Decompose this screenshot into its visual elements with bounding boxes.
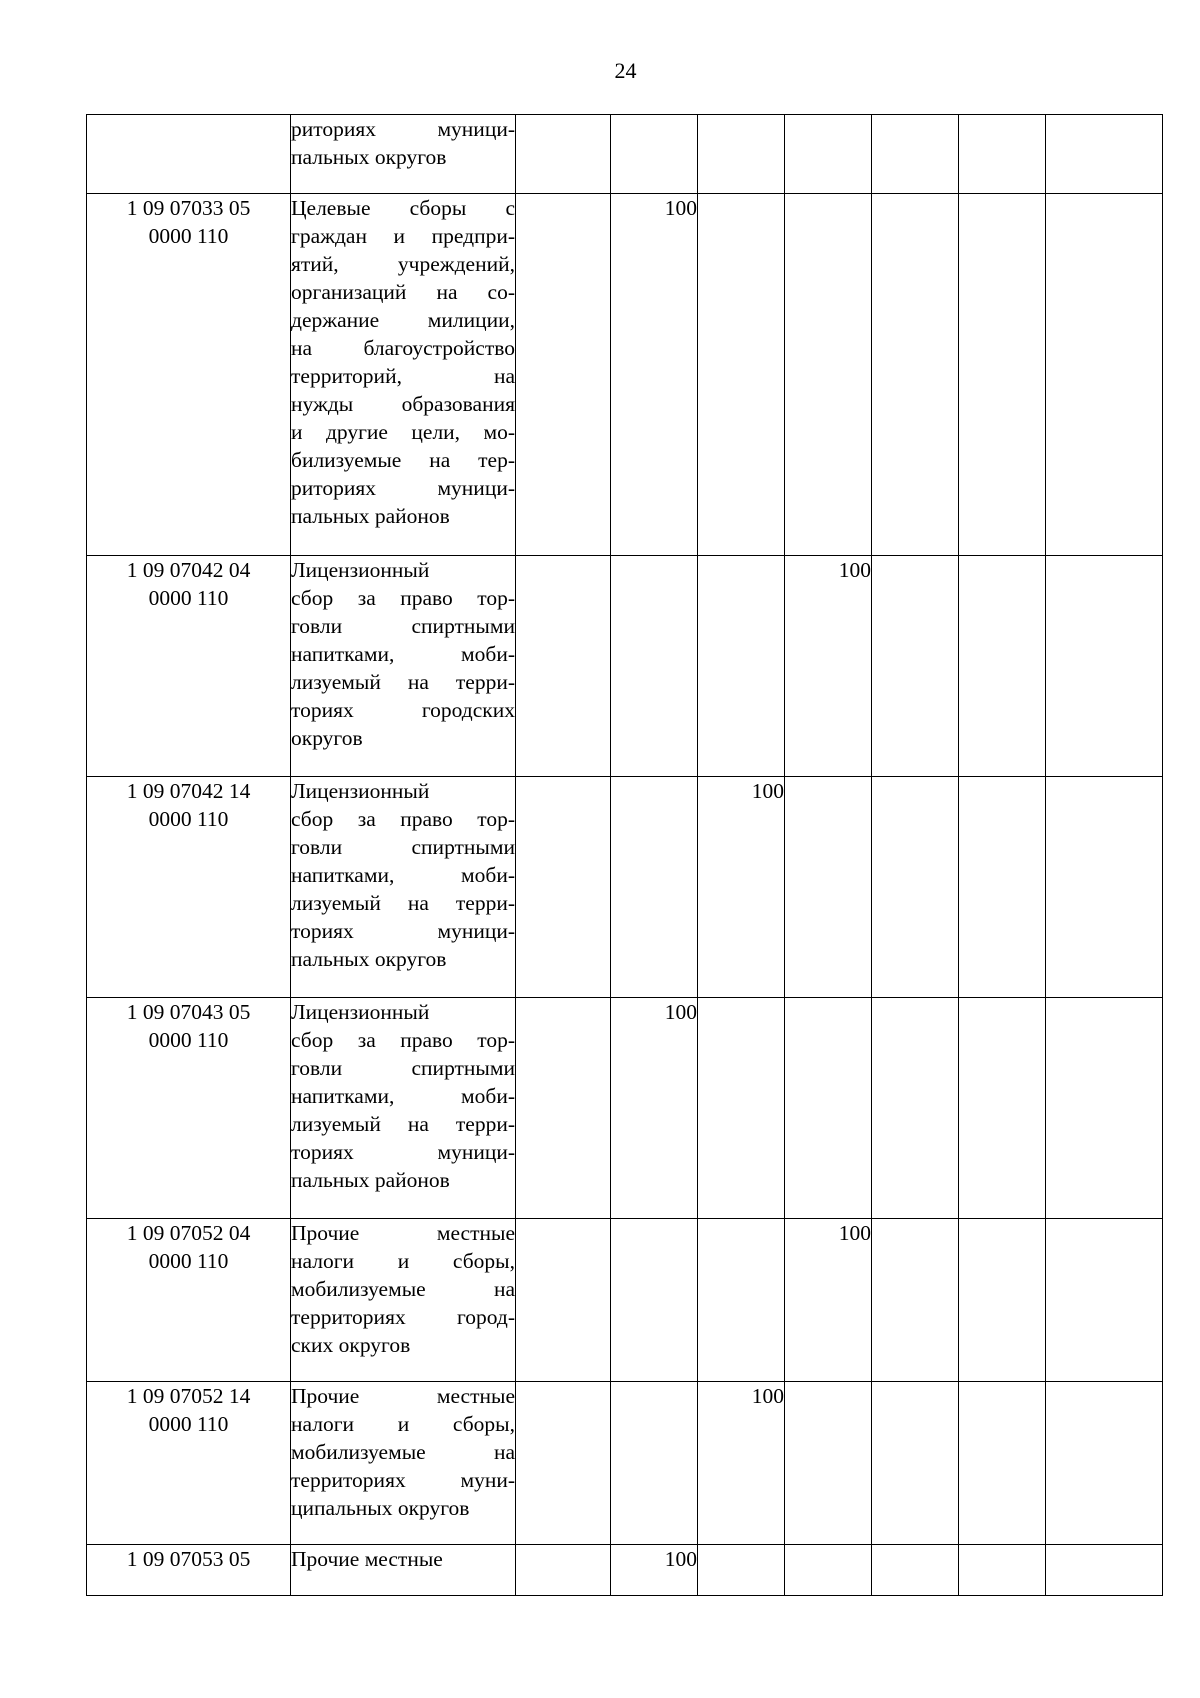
description-line: налоги и сборы,	[291, 1412, 515, 1436]
table-row	[87, 1382, 1163, 1545]
percent-cell	[959, 1545, 1046, 1596]
percent-cell	[959, 777, 1046, 998]
percent-cell	[785, 1382, 872, 1545]
percent-cell	[785, 194, 872, 556]
description-line: налоги и сборы,	[291, 1249, 515, 1273]
percent-cell	[1046, 1382, 1163, 1545]
description-line: Прочие местные	[291, 1221, 515, 1245]
budget-code-line: 0000 110	[148, 1249, 229, 1273]
description-line: лизуемый на терри-	[291, 891, 515, 915]
percent-cell	[872, 194, 959, 556]
percent-cell: 100	[611, 1545, 698, 1596]
percent-cell: 100	[785, 556, 872, 777]
percent-cell	[516, 1382, 611, 1545]
percent-cell	[698, 1545, 785, 1596]
percent-cell	[959, 1382, 1046, 1545]
description-line: территорий, на	[291, 364, 515, 388]
description-line: сбор за право тор-	[291, 807, 515, 831]
percent-cell	[959, 998, 1046, 1219]
description-line: пальных округов	[291, 947, 447, 971]
percent-cell	[611, 115, 698, 194]
budget-code-cell	[87, 556, 291, 777]
table-row	[87, 115, 1163, 194]
percent-cell	[872, 556, 959, 777]
description-line: пальных районов	[291, 504, 450, 528]
description-line: граждан и предпри-	[291, 224, 515, 248]
description-line: нужды образования	[291, 392, 515, 416]
description-line: сбор за право тор-	[291, 586, 515, 610]
description-line: мобилизуемые на	[291, 1440, 515, 1464]
budget-code-line: 1 09 07042 04	[126, 558, 251, 582]
description-line: Прочие местные	[291, 1547, 443, 1571]
description-line: организаций на со-	[291, 280, 515, 304]
description-line: говли спиртными	[291, 614, 515, 638]
budget-code-cell	[87, 1545, 291, 1596]
description-cell	[291, 194, 516, 556]
description-line: напитками, моби-	[291, 1084, 515, 1108]
budget-code-line: 0000 110	[148, 224, 229, 248]
description-line: территориях город-	[291, 1305, 515, 1329]
description-line: Лицензионный	[291, 1000, 430, 1024]
percent-cell	[872, 777, 959, 998]
percent-cell	[785, 998, 872, 1219]
description-line: Лицензионный	[291, 779, 430, 803]
description-line: ских округов	[291, 1333, 411, 1357]
budget-code-cell	[87, 194, 291, 556]
percent-cell	[516, 998, 611, 1219]
description-cell	[291, 556, 516, 777]
percent-cell	[959, 194, 1046, 556]
percent-cell	[611, 1219, 698, 1382]
table-row	[87, 777, 1163, 998]
description-line: лизуемый на терри-	[291, 1112, 515, 1136]
description-line: говли спиртными	[291, 1056, 515, 1080]
description-line: пальных районов	[291, 1168, 450, 1192]
description-cell	[291, 1382, 516, 1545]
percent-cell	[1046, 556, 1163, 777]
budget-code-cell	[87, 115, 291, 194]
budget-code-line: 0000 110	[148, 1028, 229, 1052]
description-line: ториях муници-	[291, 919, 515, 943]
description-cell	[291, 777, 516, 998]
table-row	[87, 1545, 1163, 1596]
table-row	[87, 998, 1163, 1219]
table-row	[87, 556, 1163, 777]
percent-cell	[872, 1219, 959, 1382]
percent-cell	[1046, 1219, 1163, 1382]
budget-code-line: 1 09 07052 14	[126, 1384, 251, 1408]
percent-cell	[698, 998, 785, 1219]
description-line: сбор за право тор-	[291, 1028, 515, 1052]
description-line: Прочие местные	[291, 1384, 515, 1408]
percent-cell	[516, 115, 611, 194]
description-cell	[291, 115, 516, 194]
percent-cell: 100	[698, 1382, 785, 1545]
budget-code-line: 1 09 07042 14	[126, 779, 251, 803]
percent-cell	[872, 115, 959, 194]
percent-cell	[872, 1382, 959, 1545]
percent-cell	[785, 777, 872, 998]
percent-cell	[516, 1219, 611, 1382]
percent-cell: 100	[785, 1219, 872, 1382]
revenue-distribution-table	[86, 114, 1163, 1596]
description-line: ятий, учреждений,	[291, 252, 515, 276]
percent-cell	[611, 1382, 698, 1545]
description-line: пальных округов	[291, 145, 447, 169]
description-line: билизуемые на тер-	[291, 448, 515, 472]
percent-cell	[516, 1545, 611, 1596]
description-line: ципальных округов	[291, 1496, 470, 1520]
description-line: ториях городских	[291, 698, 515, 722]
description-line: риториях муници-	[291, 476, 515, 500]
description-line: напитками, моби-	[291, 642, 515, 666]
description-line: держание милиции,	[291, 308, 515, 332]
percent-cell	[872, 998, 959, 1219]
budget-code-cell	[87, 1219, 291, 1382]
budget-code-line: 0000 110	[148, 807, 229, 831]
description-line: напитками, моби-	[291, 863, 515, 887]
description-line: ториях муници-	[291, 1140, 515, 1164]
percent-cell	[959, 115, 1046, 194]
percent-cell: 100	[698, 777, 785, 998]
table-row	[87, 194, 1163, 556]
percent-cell	[1046, 1545, 1163, 1596]
description-line: и другие цели, мо-	[291, 420, 515, 444]
percent-cell	[516, 777, 611, 998]
percent-cell	[1046, 115, 1163, 194]
page-number: 24	[614, 58, 637, 83]
percent-cell	[698, 194, 785, 556]
percent-cell	[516, 556, 611, 777]
budget-code-line: 1 09 07053 05	[126, 1547, 251, 1571]
percent-cell	[516, 194, 611, 556]
percent-cell	[698, 1219, 785, 1382]
percent-cell: 100	[611, 998, 698, 1219]
budget-code-cell	[87, 777, 291, 998]
budget-code-line: 1 09 07052 04	[126, 1221, 251, 1245]
description-line: риториях муници-	[291, 117, 515, 141]
budget-code-cell	[87, 998, 291, 1219]
description-line: Целевые сборы с	[291, 196, 515, 220]
budget-code-line: 0000 110	[148, 586, 229, 610]
percent-cell	[698, 115, 785, 194]
percent-cell: 100	[611, 194, 698, 556]
description-line: округов	[291, 726, 363, 750]
percent-cell	[611, 777, 698, 998]
description-cell	[291, 1545, 516, 1596]
description-line: говли спиртными	[291, 835, 515, 859]
percent-cell	[1046, 194, 1163, 556]
percent-cell	[1046, 777, 1163, 998]
budget-code-cell	[87, 1382, 291, 1545]
description-line: Лицензионный	[291, 558, 430, 582]
budget-code-line: 1 09 07043 05	[126, 1000, 251, 1024]
description-line: лизуемый на терри-	[291, 670, 515, 694]
budget-code-line: 1 09 07033 05	[126, 196, 251, 220]
description-line: на благоустройство	[291, 336, 515, 360]
percent-cell	[959, 1219, 1046, 1382]
budget-code-line: 0000 110	[148, 1412, 229, 1436]
percent-cell	[785, 1545, 872, 1596]
description-line: мобилизуемые на	[291, 1277, 515, 1301]
percent-cell	[611, 556, 698, 777]
percent-cell	[959, 556, 1046, 777]
percent-cell	[785, 115, 872, 194]
description-cell	[291, 998, 516, 1219]
percent-cell	[698, 556, 785, 777]
description-line: территориях муни-	[291, 1468, 515, 1492]
percent-cell	[1046, 998, 1163, 1219]
percent-cell	[872, 1545, 959, 1596]
description-cell	[291, 1219, 516, 1382]
table-row	[87, 1219, 1163, 1382]
